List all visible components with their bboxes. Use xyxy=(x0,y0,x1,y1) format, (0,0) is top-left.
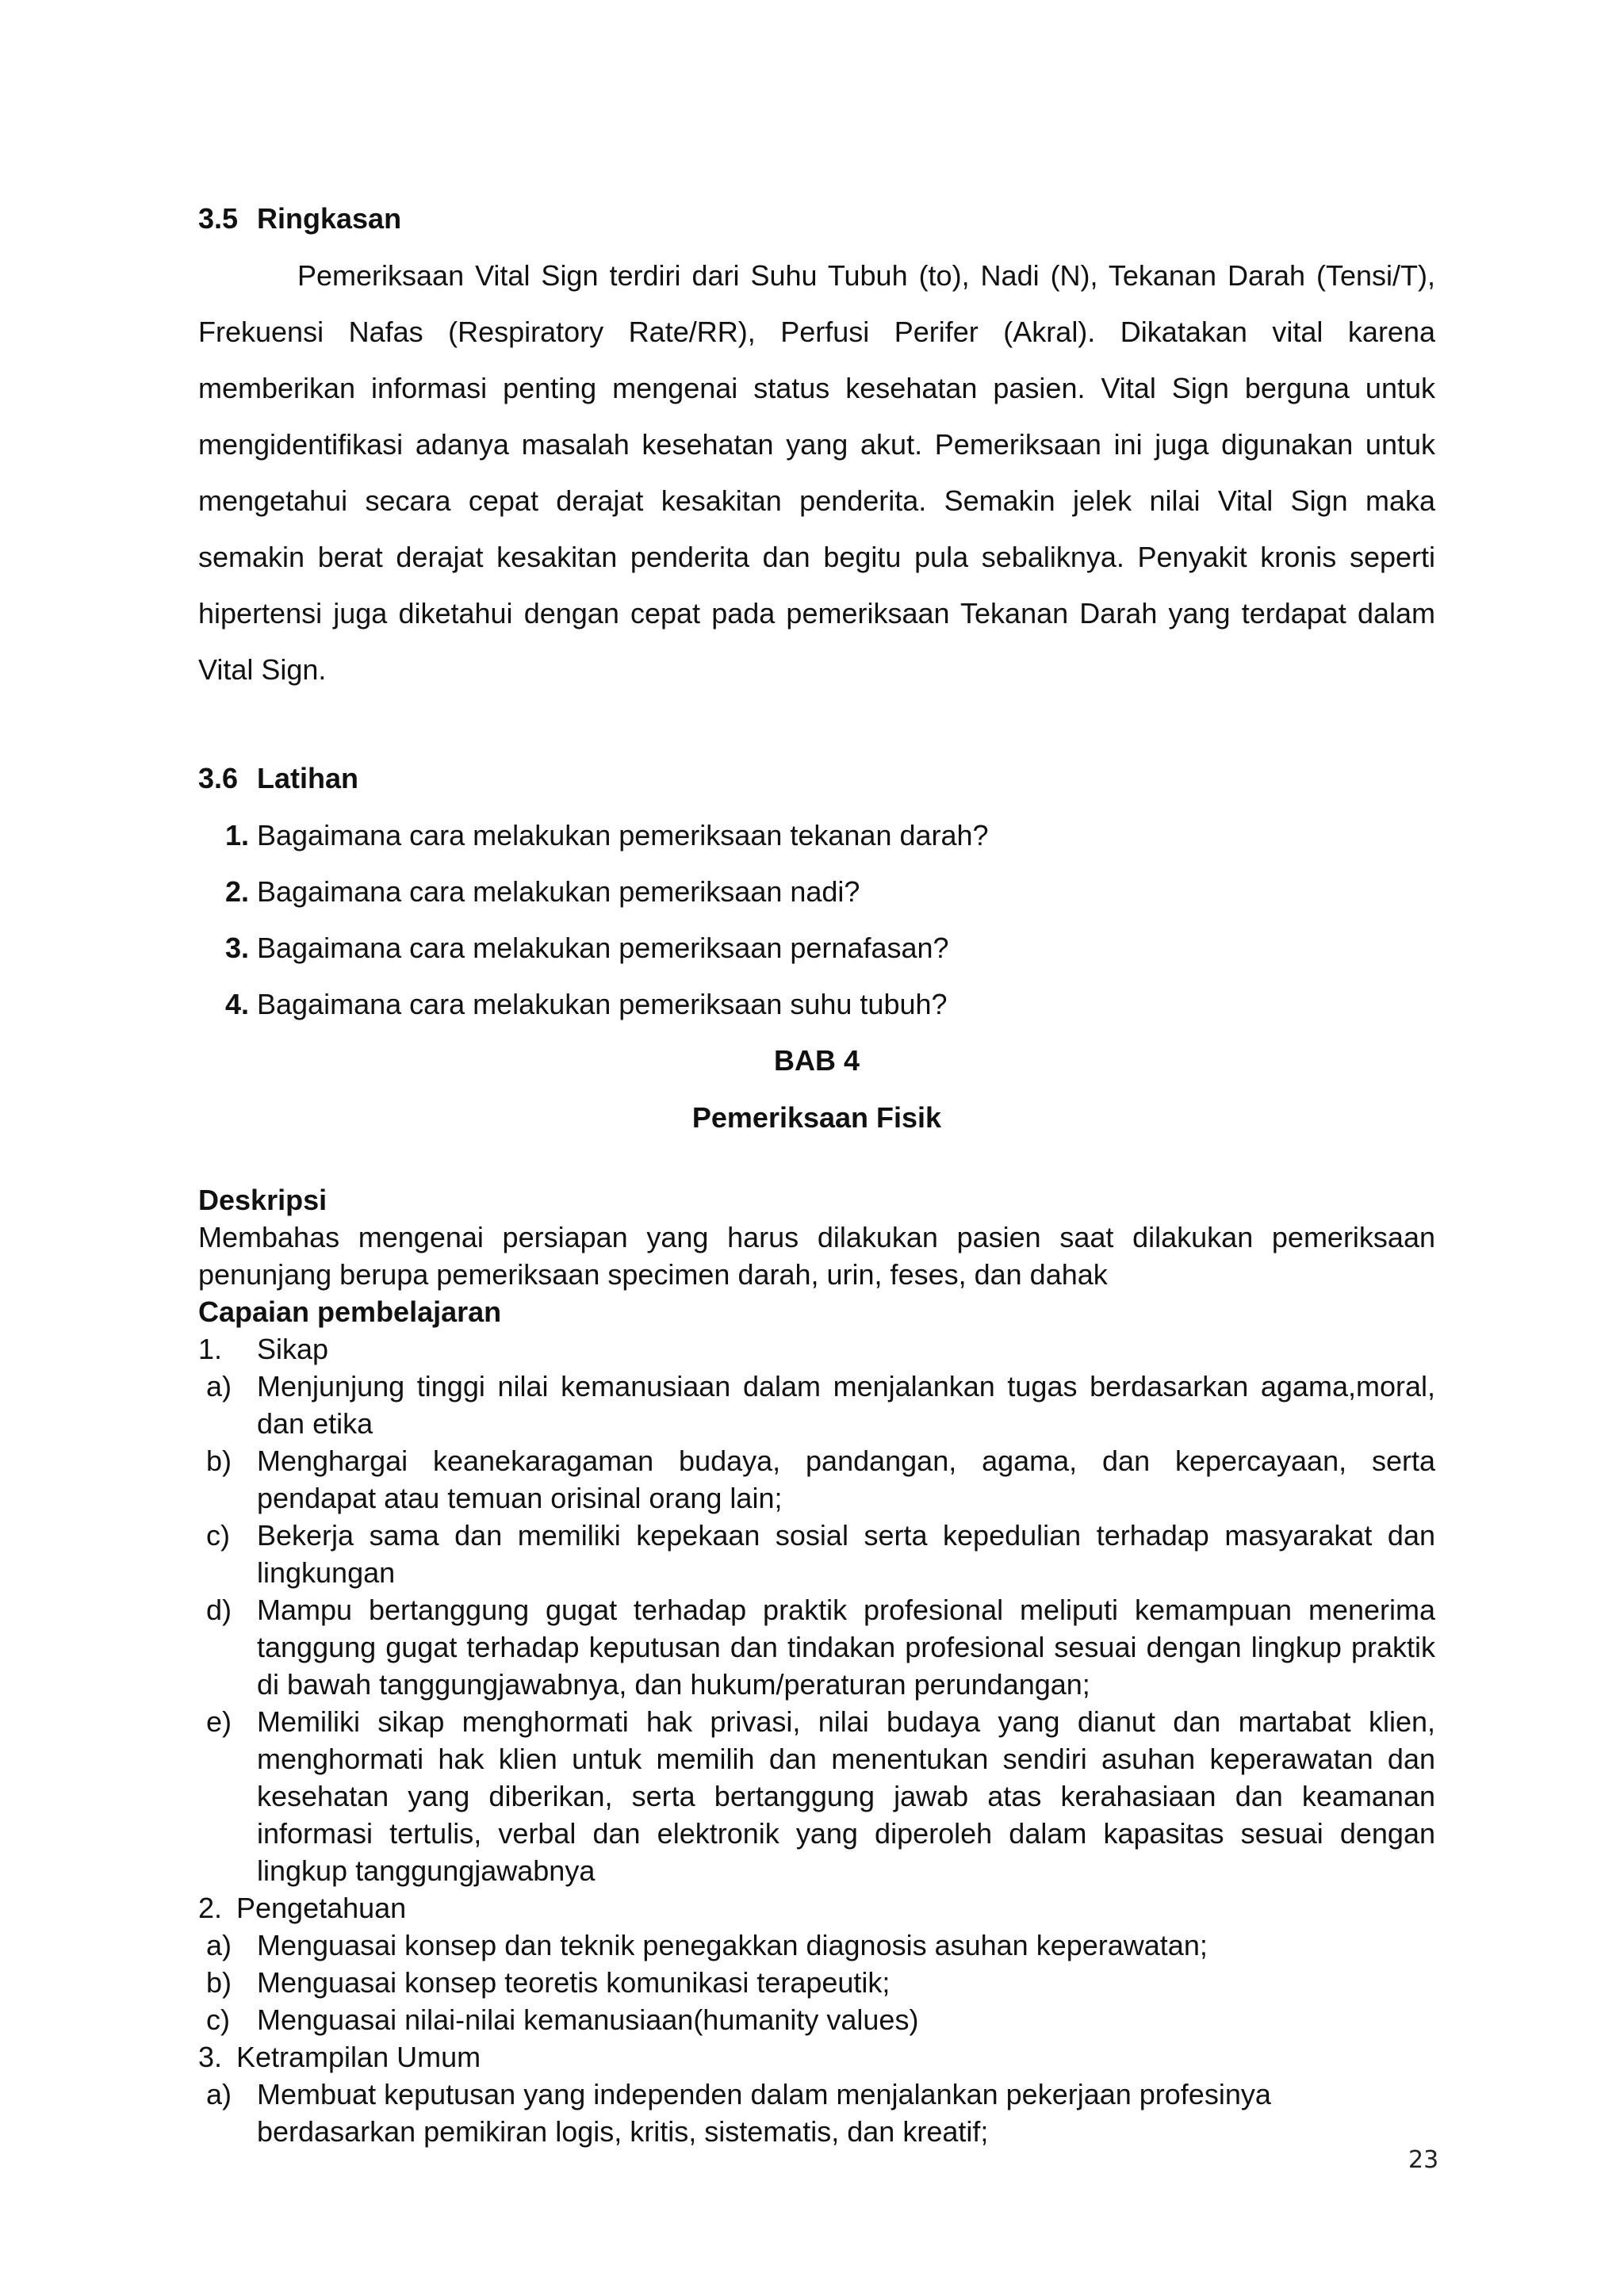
list-label: Pengetahuan xyxy=(236,1892,407,1924)
list-item xyxy=(198,1703,1435,1889)
item-text: Menguasai konsep dan teknik penegakkan diagnosis asuhan keperawatan; xyxy=(257,1929,1208,1961)
chapter-title: Pemeriksaan Fisik xyxy=(691,1101,942,1134)
item-text: Mampu bertanggung gugat terhadap praktik profesional meliputi kemampuan menerima tanggung gugat terhadap keputusan dan tindakan profesional sesuai dengan lingkup praktik di bawah tanggungjawabnya, dan hukum/peraturan perundangan; xyxy=(257,1594,1435,1701)
section-number: 3.5 xyxy=(198,202,239,235)
list-item xyxy=(198,976,1435,1032)
capaian-ketrampilan-heading xyxy=(198,2038,1435,2076)
section-title: Ringkasan xyxy=(257,202,402,235)
item-text: Menjunjung tinggi nilai kemanusiaan dalam menjalankan tugas berdasarkan agama,moral, dan etika xyxy=(257,1370,1435,1440)
item-mark: d) xyxy=(206,1594,232,1626)
capaian-pengetahuan-heading xyxy=(198,1889,1435,1927)
list-number: 1. xyxy=(198,1333,223,1365)
item-text: Menghargai keanekaragaman budaya, pandangan, agama, dan kepercayaan, serta pendapat atau temuan orisinal orang lain; xyxy=(257,1445,1435,1514)
question-number: 3. xyxy=(225,932,250,964)
item-mark: c) xyxy=(206,1519,230,1552)
list-number: 3. xyxy=(198,2041,223,2073)
list-label: Ketrampilan Umum xyxy=(236,2041,481,2073)
list-item xyxy=(198,2076,1435,2150)
section-title: Latihan xyxy=(257,762,359,794)
item-text: Menguasai nilai-nilai kemanusiaan(humanity values) xyxy=(257,2003,919,2036)
question-text: Bagaimana cara melakukan pemeriksaan suhu tubuh? xyxy=(257,988,948,1020)
list-item xyxy=(198,863,1435,920)
list-item xyxy=(198,1442,1435,1517)
deskripsi-text: Membahas mengenai persiapan yang harus dilakukan pasien saat dilakukan pemeriksaan penunjang berupa pemeriksaan specimen darah, urin, feses, dan dahak xyxy=(198,1221,1435,1291)
list-item xyxy=(198,920,1435,976)
item-text: Menguasai konsep teoretis komunikasi terapeutik; xyxy=(257,1966,891,1999)
item-mark: b) xyxy=(206,1966,232,1999)
page-number: 23 xyxy=(1408,2146,1439,2174)
item-mark: a) xyxy=(206,2078,232,2110)
capaian-sikap-heading xyxy=(198,1330,1435,1368)
list-item xyxy=(198,807,1435,863)
question-number: 2. xyxy=(225,875,250,908)
item-text: Bekerja sama dan memiliki kepekaan sosial serta kepedulian terhadap masyarakat dan lingkungan xyxy=(257,1519,1435,1589)
item-mark: b) xyxy=(206,1445,232,1477)
list-item xyxy=(198,1368,1435,1442)
list-item xyxy=(198,2001,1435,2038)
chapter-label: BAB 4 xyxy=(773,1044,860,1077)
item-text: Memiliki sikap menghormati hak privasi, nilai budaya yang dianut dan martabat klien, menghormati hak klien untuk memilih dan menentukan sendiri asuhan keperawatan dan kesehatan yang diberikan, serta bertanggung jawab atas kerahasiaan dan keamanan informasi tertulis, verbal dan elektronik yang diperoleh dalam kapasitas sesuai dengan lingkup tanggungjawabnya xyxy=(257,1705,1435,1887)
question-number: 4. xyxy=(225,988,250,1020)
list-item xyxy=(198,1964,1435,2001)
item-mark: a) xyxy=(206,1929,232,1961)
section-heading-latihan xyxy=(198,750,1435,807)
item-mark: c) xyxy=(206,2003,230,2036)
item-mark: a) xyxy=(206,1370,232,1402)
ringkasan-paragraph: Pemeriksaan Vital Sign terdiri dari Suhu Tubuh (to), Nadi (N), Tekanan Darah (Tensi/T), Frekuensi Nafas (Respiratory Rate/RR), Perfusi Perifer (Akral). Dikatakan vital karena memberikan informasi penting mengenai status kesehatan pasien. Vital Sign berguna untuk mengidentifikasi adanya masalah kesehatan yang akut. Pemeriksaan ini juga digunakan untuk mengetahui secara cepat derajat kesakitan penderita. Semakin jelek nilai Vital Sign maka semakin berat derajat kesakitan penderita dan begitu pula sebaliknya. Penyakit kronis seperti hipertensi juga diketahui dengan cepat pada pemeriksaan Tekanan Darah yang terdapat dalam Vital Sign. xyxy=(198,259,1435,686)
question-text: Bagaimana cara melakukan pemeriksaan pernafasan? xyxy=(257,932,949,964)
list-item xyxy=(198,1591,1435,1703)
question-number: 1. xyxy=(225,819,250,851)
list-label: Sikap xyxy=(257,1333,329,1365)
section-heading-ringkasan xyxy=(198,190,1435,247)
list-item xyxy=(198,1517,1435,1591)
item-mark: e) xyxy=(206,1705,232,1738)
capaian-title: Capaian pembelajaran xyxy=(198,1295,502,1328)
deskripsi-title: Deskripsi xyxy=(198,1184,327,1216)
latihan-question-list xyxy=(198,807,1435,1032)
question-text: Bagaimana cara melakukan pemeriksaan nadi? xyxy=(257,875,860,908)
list-number: 2. xyxy=(198,1892,223,1924)
document-page xyxy=(198,190,1435,2150)
question-text: Bagaimana cara melakukan pemeriksaan tekanan darah? xyxy=(257,819,989,851)
section-number: 3.6 xyxy=(198,762,239,794)
list-item xyxy=(198,1927,1435,1964)
item-text: Membuat keputusan yang independen dalam menjalankan pekerjaan profesinya berdasarkan pemikiran logis, kritis, sistematis, dan kreatif; xyxy=(257,2078,1271,2148)
